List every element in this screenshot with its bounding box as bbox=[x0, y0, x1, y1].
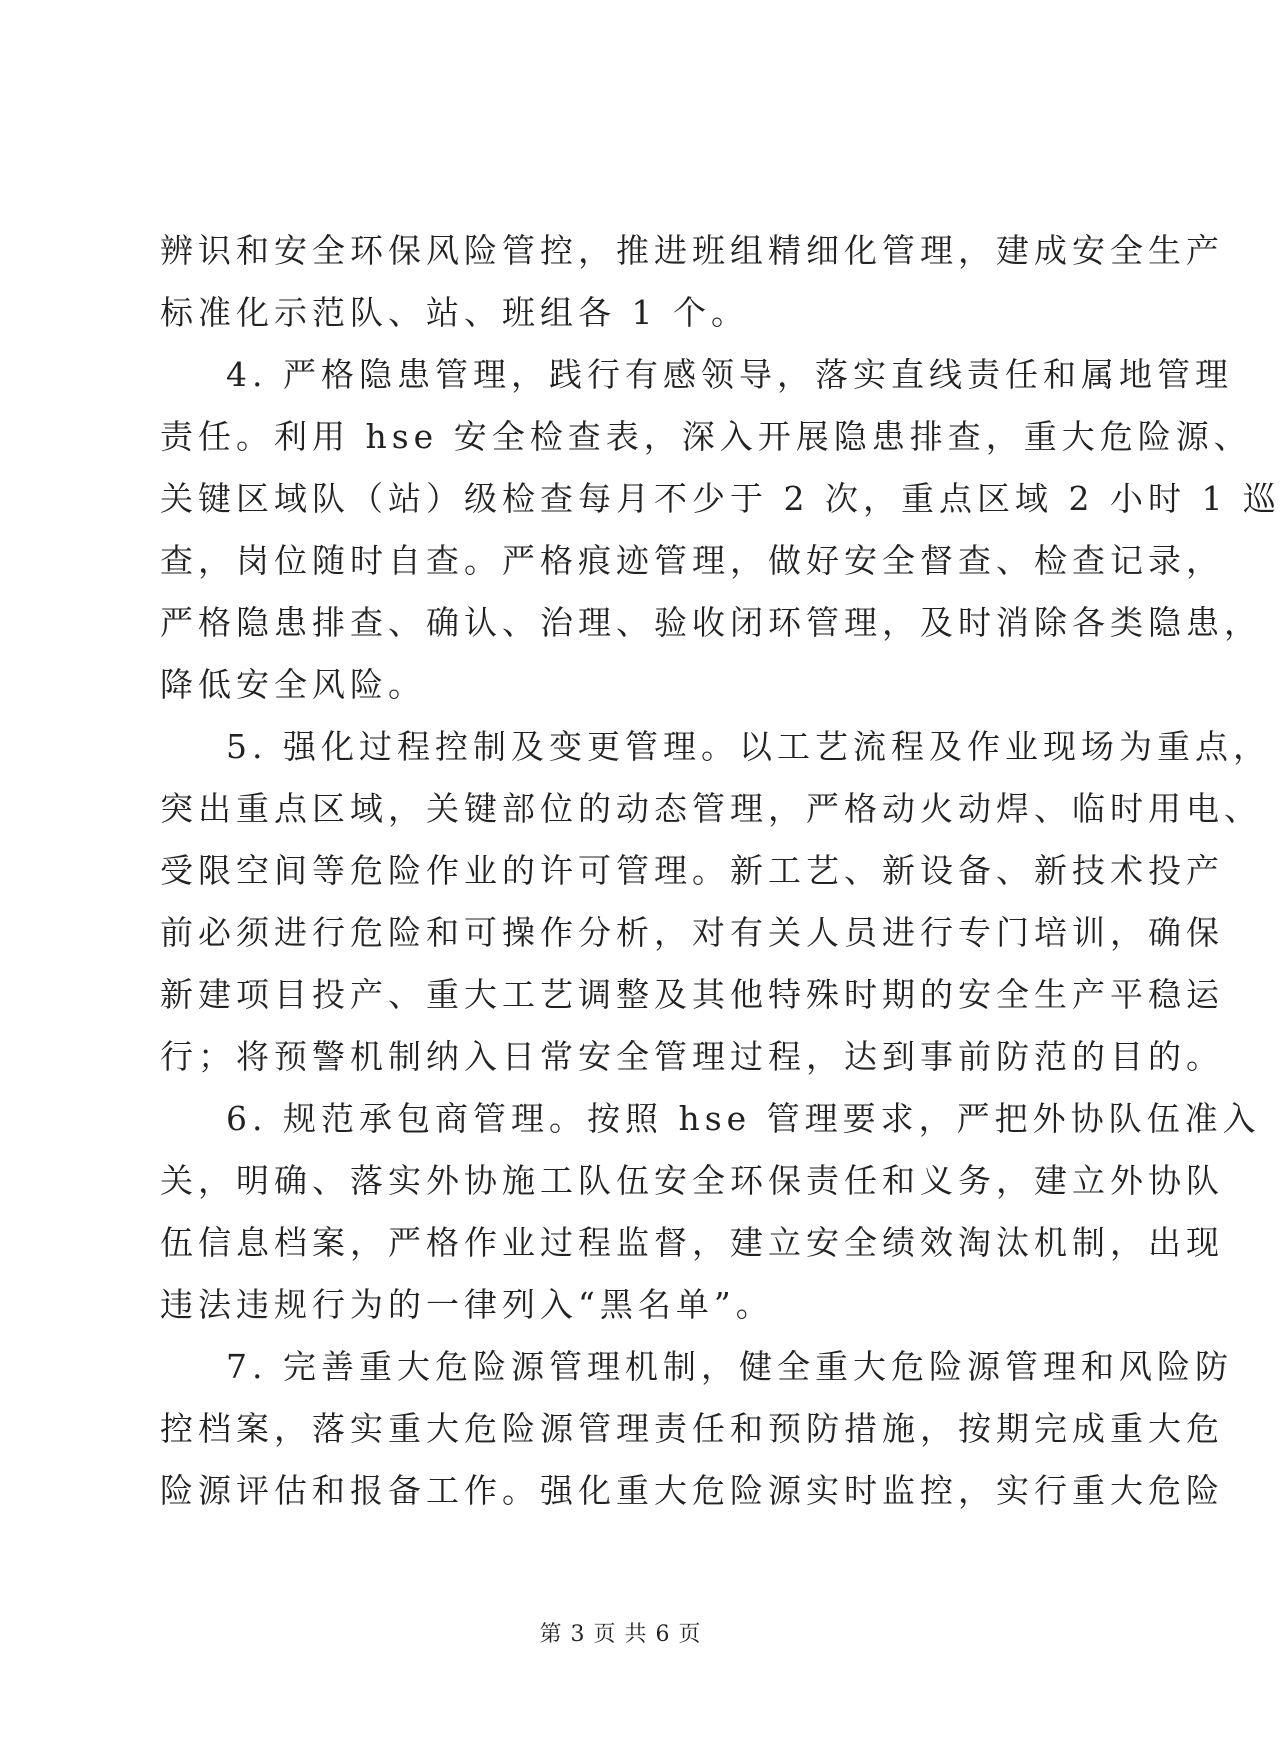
text-line: 关，明确、落实外协施工队伍安全环保责任和义务，建立外协队 bbox=[160, 1161, 1224, 1200]
text-line: 受限空间等危险作业的许可管理。新工艺、新设备、新技术投产 bbox=[160, 851, 1224, 890]
text-line: 严格隐患排查、确认、治理、验收闭环管理，及时消除各类隐患， bbox=[160, 603, 1262, 642]
text-line: 违法违规行为的一律列入“黑名单”。 bbox=[160, 1285, 774, 1324]
paragraph-start-line: 5. 强化过程控制及变更管理。以工艺流程及作业现场为重点， bbox=[226, 727, 1271, 766]
document-body bbox=[160, 220, 1281, 1522]
text-line: 标准化示范队、站、班组各 1 个。 bbox=[160, 293, 749, 332]
paragraph-start-line: 6. 规范承包商管理。按照 hse 管理要求，严把外协队伍准入 bbox=[226, 1099, 1261, 1138]
text-line: 新建项目投产、重大工艺调整及其他特殊时期的安全生产平稳运 bbox=[160, 975, 1224, 1014]
text-line: 关键区域队（站）级检查每月不少于 2 次，重点区域 2 小时 1 巡 bbox=[160, 479, 1281, 518]
text-line: 查，岗位随时自查。严格痕迹管理，做好安全督查、检查记录， bbox=[160, 541, 1224, 580]
page-number-footer: 第 3 页 共 6 页 bbox=[539, 1622, 702, 1647]
text-line: 突出重点区域，关键部位的动态管理，严格动火动焊、临时用电、 bbox=[160, 789, 1262, 828]
text-line: 前必须进行危险和可操作分析，对有关人员进行专门培训，确保 bbox=[160, 913, 1224, 952]
text-line: 伍信息档案，严格作业过程监督，建立安全绩效淘汰机制，出现 bbox=[160, 1223, 1224, 1262]
paragraph-start-line: 4. 严格隐患管理，践行有感领导，落实直线责任和属地管理 bbox=[226, 355, 1233, 394]
text-line: 降低安全风险。 bbox=[160, 665, 426, 704]
paragraph-start-line: 7. 完善重大危险源管理机制，健全重大危险源管理和风险防 bbox=[226, 1347, 1233, 1386]
text-line: 控档案，落实重大危险源管理责任和预防措施，按期完成重大危 bbox=[160, 1409, 1224, 1448]
text-line: 行；将预警机制纳入日常安全管理过程，达到事前防范的目的。 bbox=[160, 1037, 1224, 1076]
text-line: 责任。利用 hse 安全检查表，深入开展隐患排查，重大危险源、 bbox=[160, 417, 1252, 456]
text-line: 险源评估和报备工作。强化重大危险源实时监控，实行重大危险 bbox=[160, 1471, 1224, 1510]
text-line: 辨识和安全环保风险管控，推进班组精细化管理，建成安全生产 bbox=[160, 231, 1224, 270]
